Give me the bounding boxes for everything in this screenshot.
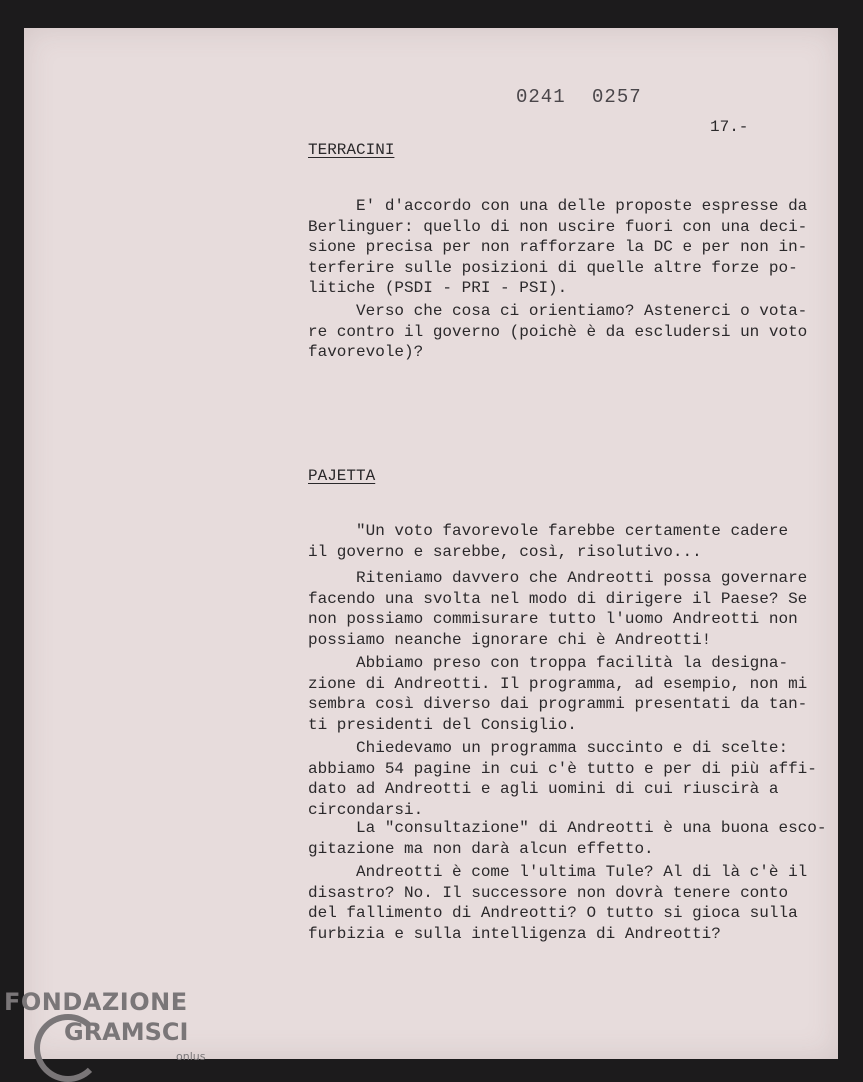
paragraph: Chiedevamo un programma succinto e di scelte: abbiamo 54 pagine in cui c'è tutto e per di più affi- dato ad Andreotti e agli uomini di cui riuscirà a circondarsi. [308,739,817,819]
paragraph: Abbiamo preso con troppa facilità la designa- zione di Andreotti. Il programma, ad esempio, non mi sembra così diverso dai programmi presentati da tan- ti presidenti del Consiglio. [308,654,808,734]
speaker-pajetta: PAJETTA [308,467,376,485]
paragraph: "Un voto favorevole farebbe certamente cadere il governo e sarebbe, così, risolutivo... [308,522,789,561]
logo-text-3: onlus [176,1050,206,1063]
fondazione-gramsci-logo [4,988,206,1063]
speaker-terracini: TERRACINI [308,141,395,159]
logo-text-2: GRAMSCI [64,1018,189,1046]
paragraph: E' d'accordo con una delle proposte espresse da Berlinguer: quello di non uscire fuori con una deci- sione precisa per non rafforzare la DC e per non in- terferire sulle posizioni di quelle altre forze po- litiche (PSDI - PRI - PSI). [308,197,808,297]
paragraph: Riteniamo davvero che Andreotti possa governare facendo una svolta nel modo di dirigere il Paese? Se non possiamo commisurare tutto l'uomo Andreotti non possiamo neanche ignorare chi è Andreotti! [308,569,808,649]
paragraph: Verso che cosa ci orientiamo? Astenerci o vota- re contro il governo (poichè è da escludersi un voto favorevole)? [308,302,808,361]
document-number: 0241 0257 [516,86,642,108]
page-number: 17.- [710,118,749,136]
paragraph: Andreotti è come l'ultima Tule? Al di là c'è il disastro? No. Il successore non dovrà tenere conto del fallimento di Andreotti? O tutto si gioca sulla furbizia e sulla intelligenza di Andreotti? [308,863,808,943]
paragraph: La "consultazione" di Andreotti è una buona esco- gitazione ma non darà alcun effetto. [308,819,827,858]
logo-text-1: FONDAZIONE [4,988,188,1016]
